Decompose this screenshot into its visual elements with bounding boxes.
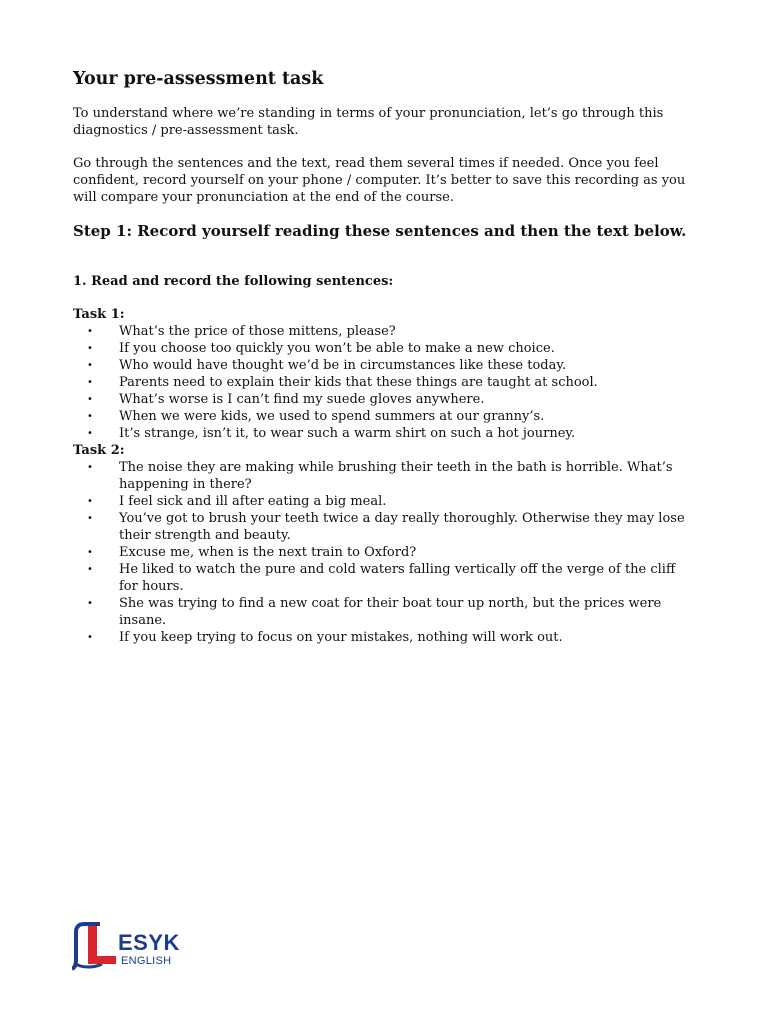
list-item-text: When we were kids, we used to spend summers at our granny’s. — [119, 409, 545, 425]
list-item — [73, 357, 698, 374]
bullet-icon: • — [87, 360, 93, 372]
task2-section — [73, 442, 698, 646]
list-item-text: Excuse me, when is the next train to Oxford? — [119, 545, 417, 561]
bullet-icon: • — [87, 411, 93, 423]
bullet-icon: • — [87, 598, 93, 610]
list-item — [73, 459, 698, 493]
bullet-icon: • — [87, 564, 93, 576]
bullet-icon: • — [87, 343, 93, 355]
bullet-icon: • — [87, 326, 93, 338]
task1-section — [73, 306, 698, 442]
list-item-text: It’s strange, isn’t it, to wear such a warm shirt on such a hot journey. — [119, 426, 576, 442]
bullet-icon: • — [87, 462, 93, 474]
list-item — [73, 425, 698, 442]
step-heading: Step 1: Record yourself reading these sentences and then the text below. — [73, 221, 687, 240]
intro-paragraph: To understand where we’re standing in terms of your pronunciation, let’s go through this diagnostics / pre-assessment task. — [73, 105, 664, 138]
list-item — [73, 510, 698, 544]
list-item — [73, 408, 698, 425]
task1-list — [73, 323, 698, 442]
bullet-icon: • — [87, 632, 93, 644]
list-item — [73, 544, 698, 561]
task2-heading: Task 2: — [73, 443, 125, 459]
list-item-text: Parents need to explain their kids that these things are taught at school. — [119, 375, 598, 391]
list-item-text: She was trying to find a new coat for their boat tour up north, but the prices were insane. — [119, 596, 662, 629]
list-item — [73, 629, 698, 646]
list-item — [73, 595, 698, 629]
logo-main-text: ESYK — [118, 930, 180, 955]
bullet-icon: • — [87, 547, 93, 559]
bullet-icon: • — [87, 377, 93, 389]
list-item — [73, 391, 698, 408]
list-item-text: I feel sick and ill after eating a big meal. — [119, 494, 387, 510]
bullet-icon: • — [87, 513, 93, 525]
logo-sub-text: ENGLISH — [121, 955, 172, 967]
slesyk-english-logo — [72, 920, 192, 976]
list-item-text: If you keep trying to focus on your mistakes, nothing will work out. — [119, 630, 563, 646]
list-item-text: You’ve got to brush your teeth twice a day really thoroughly. Otherwise they may lose their strength and beauty. — [119, 511, 685, 544]
section-heading: 1. Read and record the following sentences: — [73, 274, 394, 290]
task2-list — [73, 459, 698, 646]
list-item-text: The noise they are making while brushing their teeth in the bath is horrible. What’s happening in there? — [119, 460, 673, 493]
instructions-paragraph: Go through the sentences and the text, read them several times if needed. Once you feel confident, record yourself on your phone / computer. It’s better to save this recording as you will compare your pronunciation at the end of the course. — [73, 155, 686, 205]
bullet-icon: • — [87, 428, 93, 440]
list-item-text: Who would have thought we’d be in circumstances like these today. — [119, 358, 567, 374]
list-item — [73, 374, 698, 391]
bullet-icon: • — [87, 496, 93, 508]
page-title: Your pre-assessment task — [73, 69, 324, 89]
list-item — [73, 323, 698, 340]
bullet-icon: • — [87, 394, 93, 406]
list-item-text: What’s the price of those mittens, please? — [119, 324, 396, 340]
list-item-text: If you choose too quickly you won’t be able to make a new choice. — [119, 341, 555, 357]
list-item — [73, 493, 698, 510]
list-item-text: He liked to watch the pure and cold waters falling vertically off the verge of the cliff for hours. — [119, 562, 676, 595]
document-page — [73, 68, 698, 646]
list-item — [73, 340, 698, 357]
task1-heading: Task 1: — [73, 307, 125, 323]
logo-mark-icon — [72, 920, 122, 976]
list-item — [73, 561, 698, 595]
list-item-text: What’s worse is I can’t find my suede gloves anywhere. — [119, 392, 485, 408]
